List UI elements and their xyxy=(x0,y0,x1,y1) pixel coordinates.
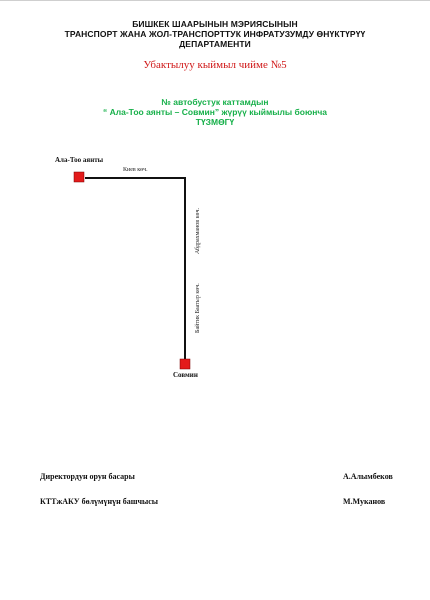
subtitle-line-3: ТҮЗМӨГҮ xyxy=(195,117,235,127)
page-top-edge xyxy=(0,0,430,1)
subtitle-line-1: № автобустук каттамдын xyxy=(161,97,269,107)
route-map xyxy=(0,150,430,390)
stop-marker-end xyxy=(180,359,190,369)
subtitle-line-2: “ Ала-Тоо аянты – Совмин” жүрүү кыймылы боюнча xyxy=(102,107,328,117)
street-label-baitik-baatyr: Байтик Баатыр көч. xyxy=(195,283,201,333)
signature-role-2: КТТжАКУ бөлүмүнүн башчысы xyxy=(40,497,159,506)
header-line-2: ТРАНСПОРТ ЖАНА ЖОЛ-ТРАНСПОРТТУК ИНФРАТУЗУМДУ ӨНҮКТҮРҮҮ xyxy=(64,29,366,39)
stop-marker-start xyxy=(74,172,84,182)
header-line-3: ДЕПАРТАМЕНТИ xyxy=(179,39,251,49)
signature-role-1: Директордун орун басары xyxy=(40,472,135,481)
street-label-kiev: Киев көч. xyxy=(123,167,148,173)
header-line-1: БИШКЕК ШААРЫНЫН МЭРИЯСЫНЫН xyxy=(132,19,298,29)
signature-name-1: А.Алымбеков xyxy=(343,472,393,481)
document-title: Убактылуу кыймыл чийме №5 xyxy=(143,59,287,71)
signature-name-2: М.Муканов xyxy=(343,497,386,506)
street-label-abdrakhmanov: Абдрахманов көч. xyxy=(195,207,201,254)
stop-label-end: Совмин xyxy=(173,371,198,379)
route-line xyxy=(85,178,185,364)
stop-label-start: Ала-Тоо аянты xyxy=(55,156,104,164)
